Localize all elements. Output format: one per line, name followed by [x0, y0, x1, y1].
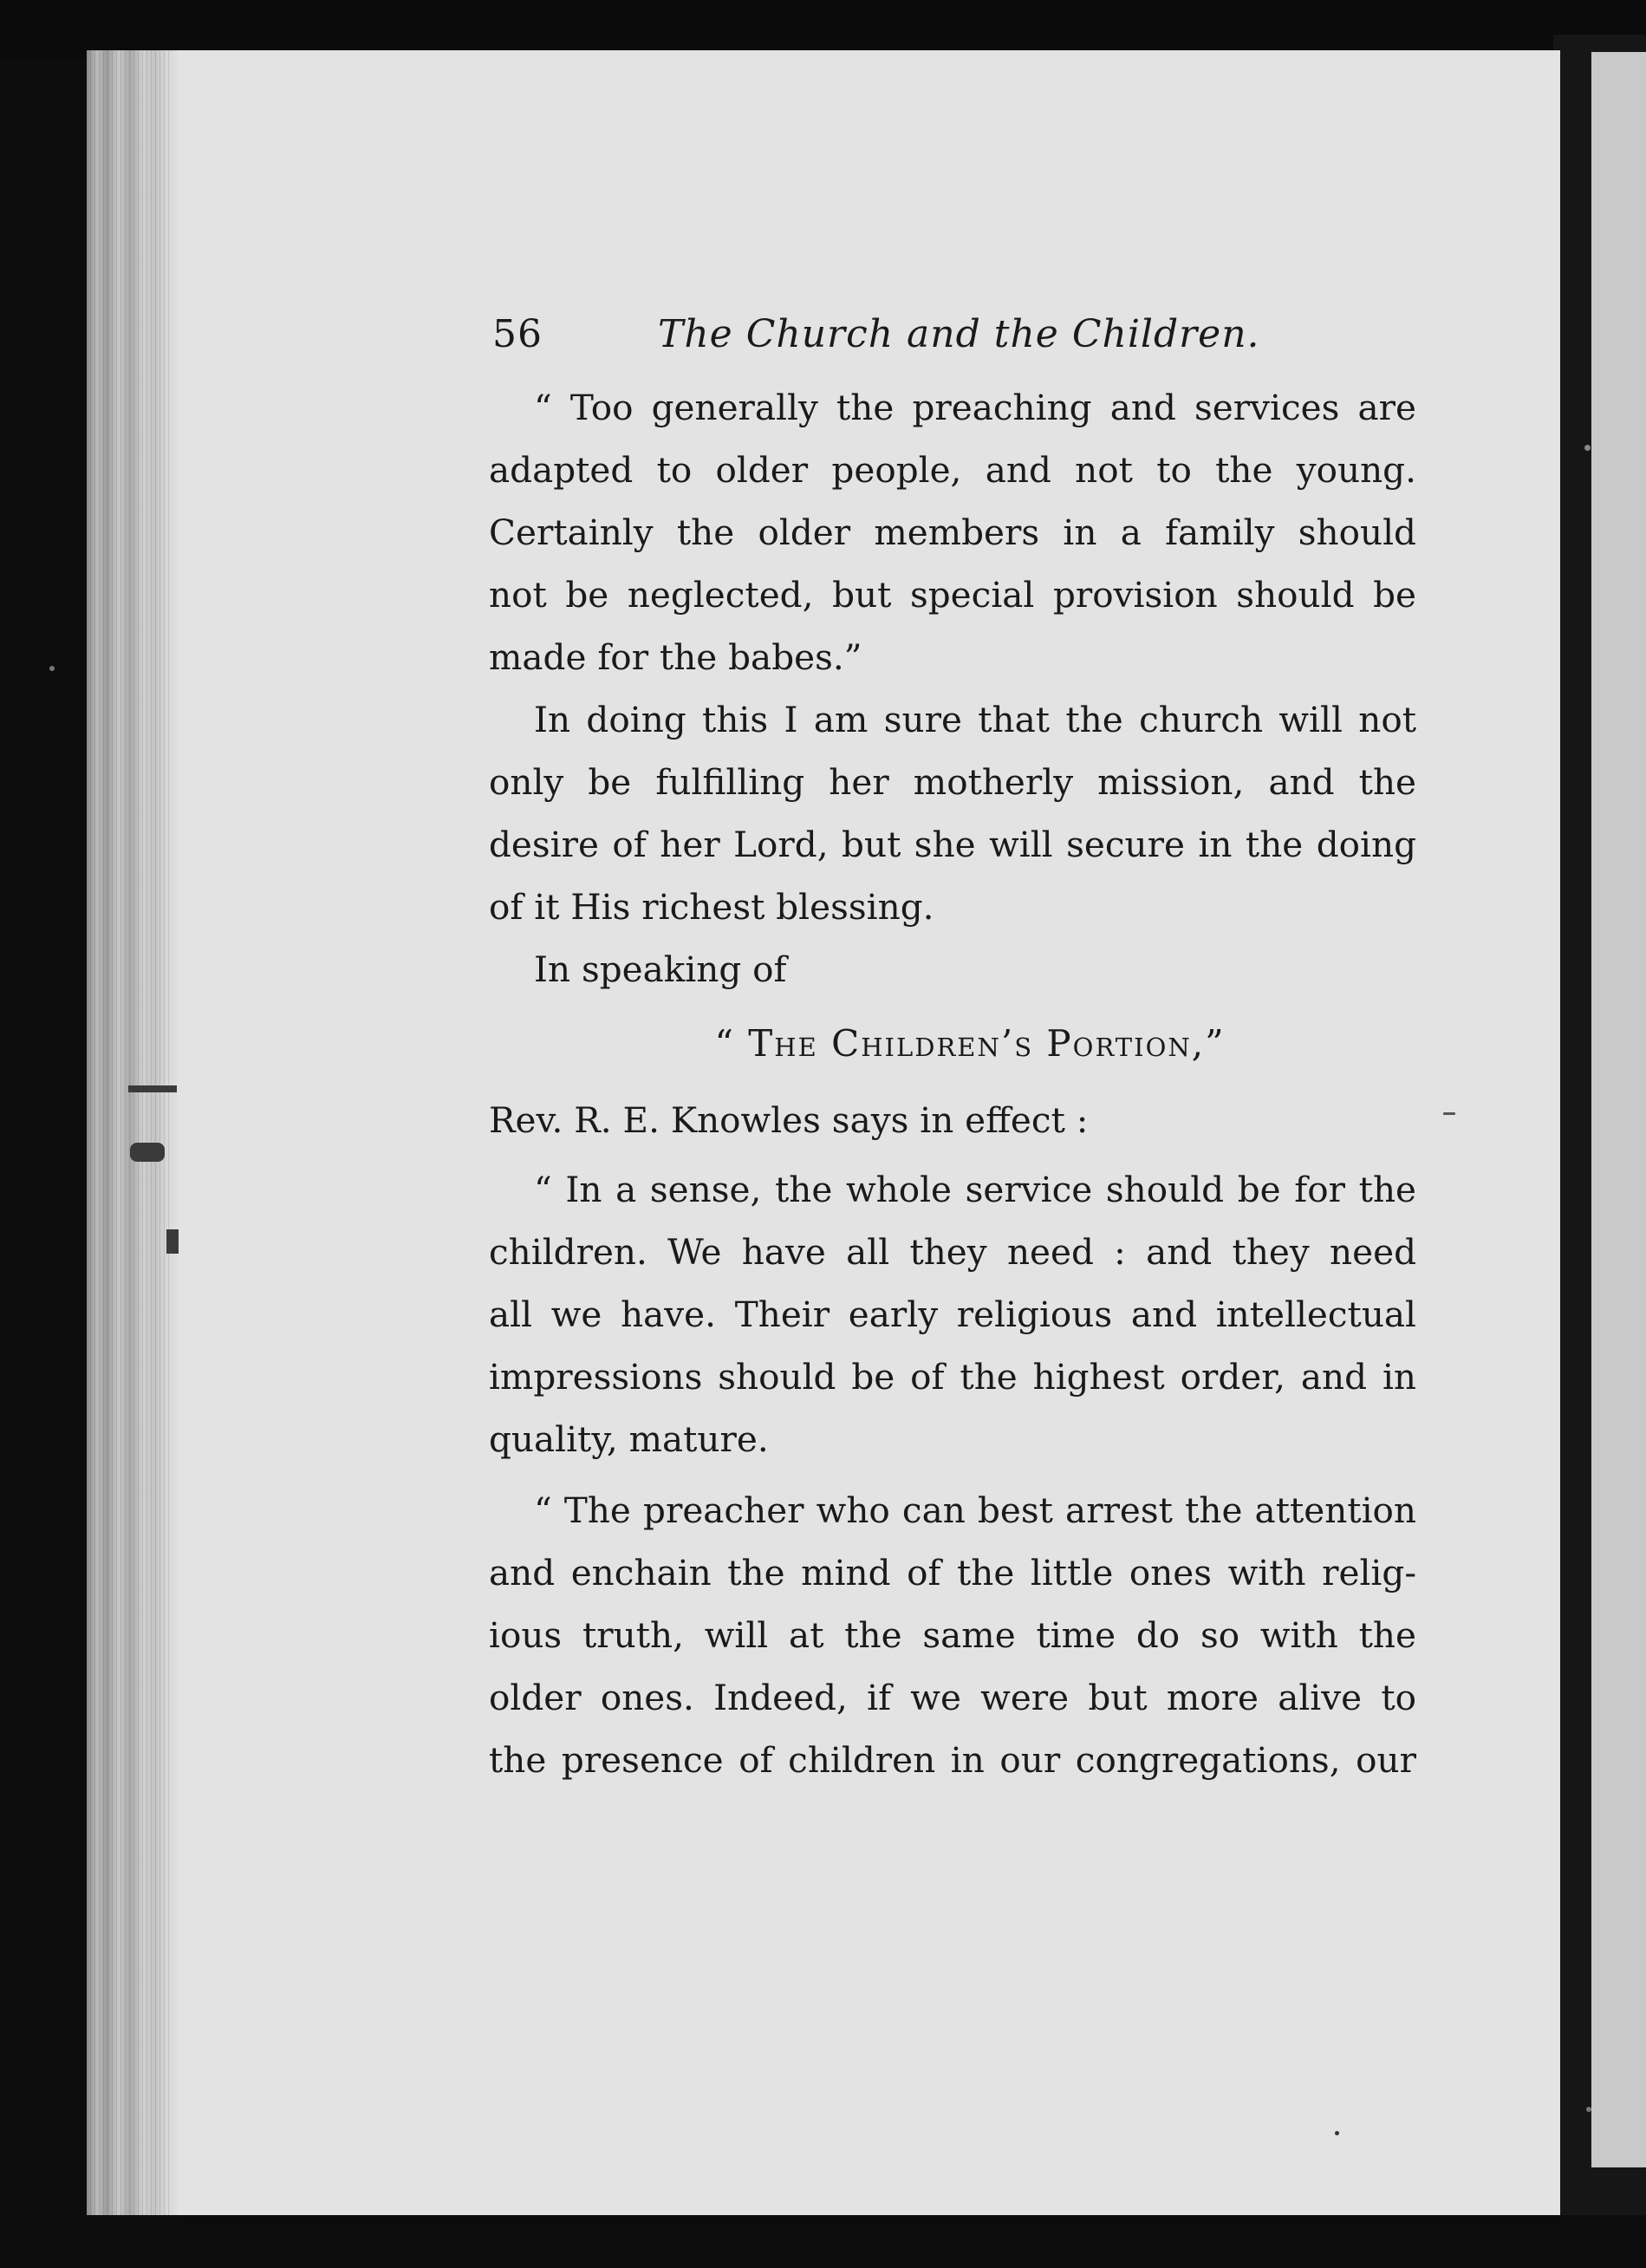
text-line: ious truth, will at the same time do so with the	[489, 1614, 1416, 1656]
page-number: 56	[492, 312, 543, 356]
running-title: The Church and the Children.	[658, 312, 1260, 356]
binding-gutter-texture	[90, 50, 172, 2218]
quote-paragraph-2	[489, 1158, 1416, 1470]
adjacent-page-edge	[1591, 52, 1646, 2167]
scan-speck	[1584, 445, 1591, 451]
section-heading: “ The Children’s Portion,”	[714, 1022, 1226, 1065]
gutter-smudge	[128, 1085, 177, 1092]
scan-speck	[1335, 2131, 1339, 2135]
text-line: older ones. Indeed, if we were but more alive to	[489, 1677, 1416, 1718]
running-head	[489, 312, 1416, 373]
attribution-line: Rev. R. E. Knowles says in effect :	[489, 1099, 1089, 1141]
quote-paragraph-1	[489, 376, 1416, 688]
text-line: desire of her Lord, but she will secure in the doing	[489, 824, 1416, 865]
text-line: adapted to older people, and not to the young.	[489, 449, 1416, 491]
text-line: impressions should be of the highest order, and in	[489, 1356, 1416, 1398]
gutter-smudge	[166, 1229, 179, 1254]
text-line: “ The preacher who can best arrest the attention	[534, 1489, 1416, 1531]
text-line: only be fulfilling her motherly mission, and the	[489, 761, 1416, 803]
scan-bottom-border	[0, 2215, 1646, 2268]
text-line: the presence of children in our congregations, our	[489, 1739, 1416, 1781]
text-line: In doing this I am sure that the church will not	[534, 699, 1416, 740]
text-line: quality, mature.	[489, 1418, 769, 1460]
text-line: of it His richest blessing.	[489, 886, 934, 928]
text-line: made for the babes.”	[489, 636, 862, 678]
gutter-smudge	[130, 1143, 165, 1162]
text-line: “ In a sense, the whole service should be for the	[534, 1169, 1416, 1210]
text-line: “ Too generally the preaching and services are	[534, 387, 1416, 428]
text-line: not be neglected, but special provision should be	[489, 574, 1416, 616]
text-line: and enchain the mind of the little ones with relig-	[489, 1552, 1416, 1593]
text-line: children. We have all they need : and they need	[489, 1231, 1416, 1273]
text-line: Certainly the older members in a family should	[489, 512, 1416, 553]
scan-speck	[1586, 2107, 1591, 2112]
paragraph-2	[489, 688, 1416, 938]
text-line: all we have. Their early religious and intellectual	[489, 1294, 1416, 1335]
quote-paragraph-3	[489, 1479, 1416, 1791]
paragraph-gap	[489, 1470, 1416, 1479]
scan-speck	[1443, 1112, 1455, 1115]
page-text-block	[489, 312, 1416, 1791]
scan-speck	[49, 666, 55, 671]
paragraph-3: In speaking of	[534, 948, 787, 990]
